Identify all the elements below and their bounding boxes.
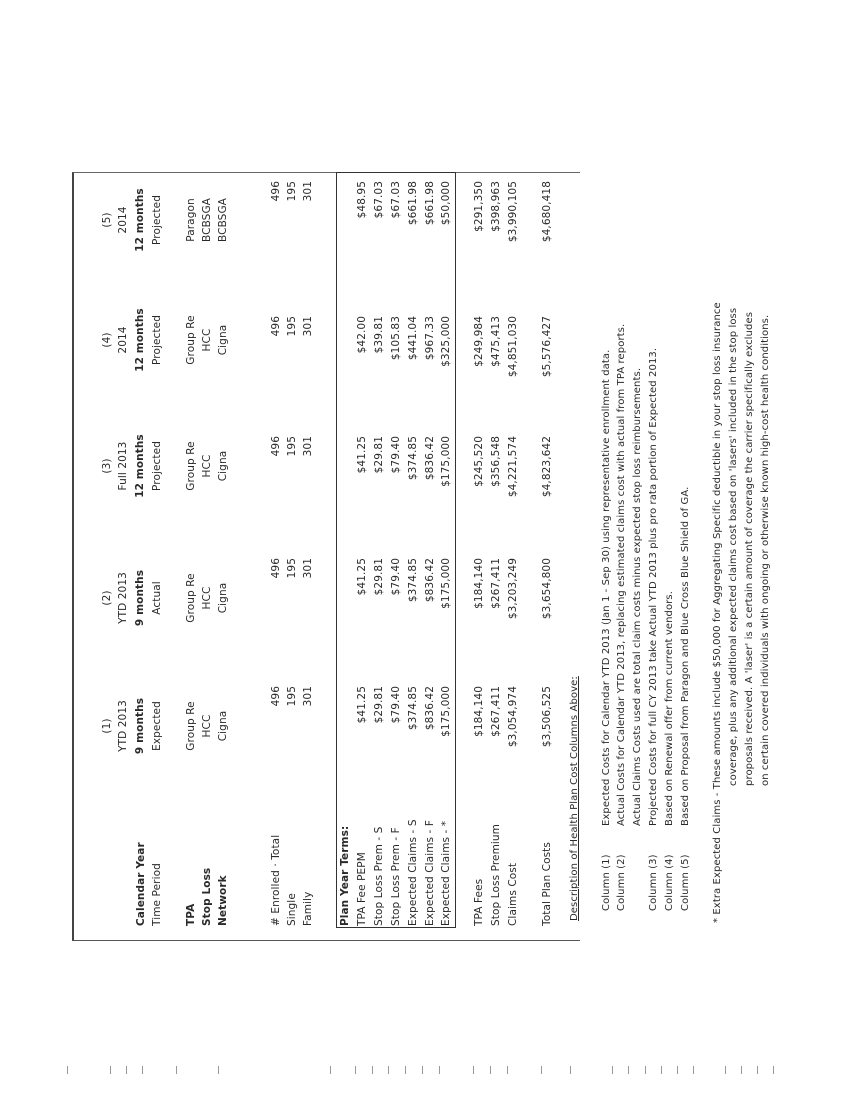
- label-enrolled-total: # Enrolled · Total: [270, 834, 282, 926]
- col5-stop-loss: BCBSGA: [201, 198, 213, 242]
- label-stop-loss-premium: Stop Loss Premium: [490, 824, 502, 926]
- rotated-page: [72, 61, 842, 941]
- col5-single: 195: [286, 181, 298, 202]
- label-time-period: Time Period: [151, 863, 163, 926]
- col4-months: 12 months: [134, 308, 146, 372]
- col4-tpa: Group Re: [185, 315, 197, 365]
- desc-text-col3: Projected Costs for full CY 2013 take Actual YTD 2013 plus pro rata portion of Expected 2013.: [648, 347, 659, 826]
- label-stop-loss: Stop Loss: [201, 867, 213, 926]
- col1-total-plan-costs: $3,506,525: [541, 686, 553, 748]
- desc-label-col2: Column (2): [616, 854, 627, 911]
- col5-stop-loss-premium: $398,963: [490, 181, 502, 232]
- col2-tpa-fees: $184,140: [473, 558, 485, 609]
- col3-year: Full 2013: [117, 441, 129, 491]
- col5-year: 2014: [117, 206, 129, 234]
- col1-expected-claims-s: $374.85: [407, 686, 419, 731]
- col4-claims-cost: $4,851,030: [507, 316, 519, 378]
- col5-expected-claims-star: $50,000: [440, 181, 452, 226]
- col4-stop-loss: HCC: [201, 328, 213, 352]
- label-expected-claims-f: Expected Claims - F: [424, 819, 436, 926]
- col2-network: Cigna: [217, 582, 229, 614]
- col5-stop-loss-prem-f: $67.03: [390, 181, 402, 219]
- col4-stop-loss-prem-f: $105.83: [390, 316, 402, 361]
- col4-expected-claims-s: $441.04: [407, 316, 419, 361]
- col4-network: Cigna: [217, 324, 229, 356]
- col3-expected-claims-star: $175,000: [440, 436, 452, 487]
- col1-months: 9 months: [134, 697, 146, 755]
- col1-stop-loss-premium: $267,411: [490, 686, 502, 737]
- col3-stop-loss: HCC: [201, 454, 213, 478]
- col2-claims-cost: $3,203,249: [507, 558, 519, 620]
- col4-year: 2014: [117, 326, 129, 354]
- col4-total-plan-costs: $5,576,427: [541, 316, 553, 378]
- label-claims-cost: Claims Cost: [507, 862, 519, 926]
- col2-single: 195: [286, 558, 298, 579]
- label-family: Family: [302, 891, 314, 926]
- col4-single: 195: [286, 316, 298, 337]
- label-tpa: TPA: [185, 903, 197, 926]
- col5-claims-cost: $3,990,105: [507, 181, 519, 243]
- col5-family: 301: [302, 181, 314, 202]
- col2-stop-loss-premium: $267,411: [490, 558, 502, 609]
- col2-expected-claims-f: $836.42: [424, 558, 436, 603]
- cost-table-box: [72, 172, 580, 941]
- label-network: Network: [217, 875, 229, 926]
- label-expected-claims-star: Expected Claims - *: [440, 820, 452, 926]
- col3-tpa: Group Re: [185, 441, 197, 491]
- footnote-line-4: on certain covered individuals with ongoing or otherwise known high-cost health conditions.: [760, 314, 771, 786]
- col1-expected-claims-f: $836.42: [424, 686, 436, 731]
- col3-tpa-fee-pepm: $41.25: [356, 436, 368, 474]
- desc-label-col3: Column (3): [648, 854, 659, 911]
- col2-stop-loss: HCC: [201, 586, 213, 610]
- col4-expected-claims-star: $325,000: [440, 316, 452, 367]
- col5-expected-claims-s: $661.98: [407, 181, 419, 226]
- col3-basis: Projected: [151, 441, 163, 491]
- col3-tpa-fees: $245,520: [473, 436, 485, 487]
- label-stop-loss-prem-s: Stop Loss Prem - S: [373, 826, 385, 926]
- col4-stop-loss-premium: $475,413: [490, 316, 502, 367]
- col5-stop-loss-prem-s: $67.03: [373, 181, 385, 219]
- col3-stop-loss-prem-f: $79.40: [390, 436, 402, 474]
- col3-single: 195: [286, 436, 298, 457]
- col5-expected-claims-f: $661.98: [424, 181, 436, 226]
- col2-basis: Actual: [151, 581, 163, 615]
- scan-margin-marks: [0, 1066, 842, 1080]
- col1-enrolled-total: 496: [270, 686, 282, 707]
- col5-total-plan-costs: $4,680,418: [541, 181, 553, 243]
- col2-total-plan-costs: $3,654,800: [541, 558, 553, 620]
- col2-tpa: Group Re: [185, 573, 197, 623]
- col4-basis: Projected: [151, 315, 163, 365]
- col2-months: 9 months: [134, 569, 146, 627]
- description-heading: Description of Health Plan Cost Columns Above:: [569, 676, 580, 921]
- col1-claims-cost: $3,054,974: [507, 686, 519, 748]
- col2-expected-claims-s: $374.85: [407, 558, 419, 603]
- col1-single: 195: [286, 686, 298, 707]
- desc-text-col5: Based on Proposal from Paragon and Blue Cross Blue Shield of GA.: [680, 486, 691, 826]
- col2-year: YTD 2013: [117, 572, 129, 624]
- col5-months: 12 months: [134, 188, 146, 252]
- col1-family: 301: [302, 686, 314, 707]
- col5-basis: Projected: [151, 195, 163, 245]
- col2-enrolled-total: 496: [270, 558, 282, 579]
- col3-total-plan-costs: $4,823,642: [541, 436, 553, 498]
- col1-expected-claims-star: $175,000: [440, 686, 452, 737]
- col1-tpa: Group Re: [185, 701, 197, 751]
- col4-enrolled-total: 496: [270, 316, 282, 337]
- footnote-line-1: * Extra Expected Claims - These amounts include $50,000 for Aggregating Specific deductible in your stop loss insurance: [712, 302, 723, 923]
- label-tpa-fees: TPA Fees: [473, 878, 485, 926]
- col4-tpa-fees: $249,984: [473, 316, 485, 367]
- desc-label-col4: Column (4): [664, 854, 675, 911]
- desc-label-col1: Column (1): [601, 854, 612, 911]
- col1-network: Cigna: [217, 710, 229, 742]
- col3-expected-claims-s: $374.85: [407, 436, 419, 481]
- col2-family: 301: [302, 558, 314, 579]
- desc-text-col2: Actual Costs for Calendar YTD 2013, replacing estimated claims cost with actual from TPA reports.: [616, 323, 627, 826]
- col3-stop-loss-prem-s: $29.81: [373, 436, 385, 474]
- col3-stop-loss-premium: $356,548: [490, 436, 502, 487]
- desc-text-col2-cont: Actual Claims Costs used are total claim costs minus expected stop loss reimbursements.: [632, 367, 643, 826]
- col4-stop-loss-prem-s: $39.81: [373, 316, 385, 354]
- col1-tpa-fee-pepm: $41.25: [356, 686, 368, 724]
- col1-basis: Expected: [151, 701, 163, 751]
- label-single: Single: [286, 893, 298, 926]
- col3-months: 12 months: [134, 434, 146, 498]
- col3-network: Cigna: [217, 450, 229, 482]
- col5-tpa: Paragon: [185, 198, 197, 242]
- col3-claims-cost: $4,221,574: [507, 436, 519, 498]
- label-expected-claims-s: Expected Claims - S: [407, 819, 419, 926]
- col3-expected-claims-f: $836.42: [424, 436, 436, 481]
- col5-number: (5): [101, 212, 113, 228]
- desc-text-col4: Based on Renewal offer from current vendors.: [664, 591, 675, 826]
- col3-enrolled-total: 496: [270, 436, 282, 457]
- col1-stop-loss-prem-f: $79.40: [390, 686, 402, 724]
- col1-year: YTD 2013: [117, 700, 129, 752]
- col5-tpa-fees: $291,350: [473, 181, 485, 232]
- label-total-plan-costs: Total Plan Costs: [541, 842, 553, 926]
- desc-label-col5: Column (5): [680, 854, 691, 911]
- col1-stop-loss-prem-s: $29.81: [373, 686, 385, 724]
- col4-tpa-fee-pepm: $42.00: [356, 316, 368, 354]
- plan-year-terms-box: [336, 172, 456, 928]
- col2-expected-claims-star: $175,000: [440, 558, 452, 609]
- footnote-line-2: coverage, plus any additional expected claims cost based on 'lasers' included in the stop loss: [728, 307, 739, 786]
- label-plan-year-terms: Plan Year Terms:: [339, 825, 351, 926]
- col2-stop-loss-prem-s: $29.81: [373, 558, 385, 596]
- col2-tpa-fee-pepm: $41.25: [356, 558, 368, 596]
- col2-stop-loss-prem-f: $79.40: [390, 558, 402, 596]
- col1-tpa-fees: $184,140: [473, 686, 485, 737]
- label-calendar-year: Calendar Year: [135, 842, 147, 926]
- label-tpa-fee-pepm: TPA Fee PEPM: [356, 852, 368, 926]
- col5-network: BCBSGA: [217, 198, 229, 242]
- desc-text-col1: Expected Costs for Calendar YTD 2013 (Jan 1 - Sep 30) using representative enrollment data.: [601, 349, 612, 826]
- label-stop-loss-prem-f: Stop Loss Prem - F: [390, 827, 402, 926]
- col1-number: (1): [101, 718, 113, 734]
- col3-family: 301: [302, 436, 314, 457]
- col4-expected-claims-f: $967.33: [424, 316, 436, 361]
- col3-number: (3): [101, 458, 113, 474]
- col2-number: (2): [101, 590, 113, 606]
- col5-tpa-fee-pepm: $48.95: [356, 181, 368, 219]
- col4-number: (4): [101, 332, 113, 348]
- col5-enrolled-total: 496: [270, 181, 282, 202]
- footnote-line-3: proposals received. A 'laser' is a certain amount of coverage the carrier specifically excludes: [744, 311, 755, 786]
- col4-family: 301: [302, 316, 314, 337]
- col1-stop-loss: HCC: [201, 714, 213, 738]
